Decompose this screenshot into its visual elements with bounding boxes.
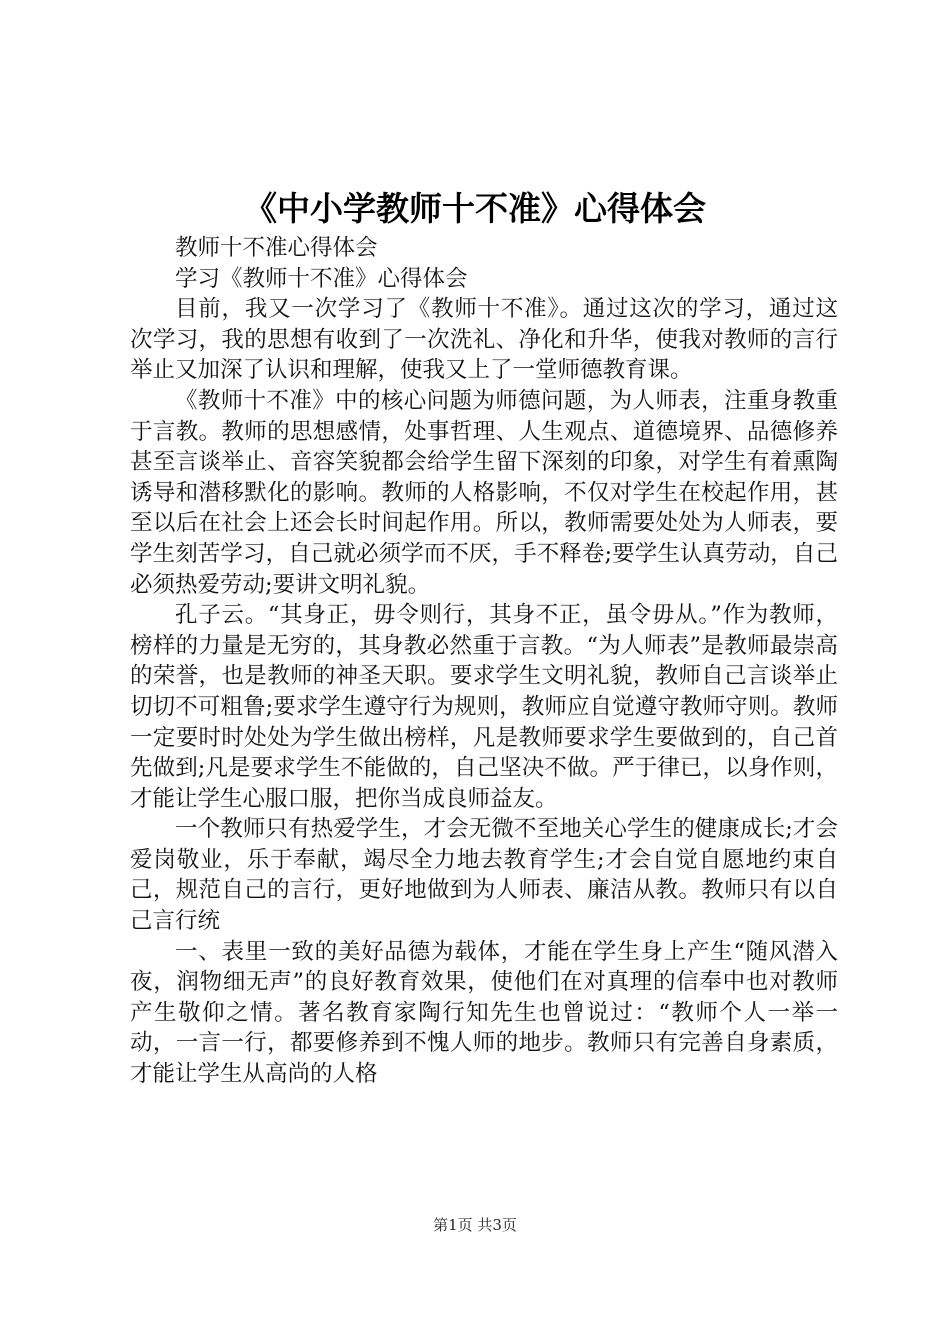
paragraph-subtitle-1: 教师十不准心得体会 (175, 235, 378, 261)
page-footer: 第1页 共3页 (433, 1216, 517, 1234)
paragraph: 孔子云。“其身正，毋令则行，其身不正，虽令毋从。”作为教师，榜样的力量是无穷的，其身教必然重于言教。“为人师表”是教师最崇高的荣誉，也是教师的神圣天职。要求学生文明礼貌，教师自己言谈举止切切不可粗鲁;要求学生遵守行为规则，教师应自觉遵守教师守则。教师一定要时时处处为学生做出榜样，凡是教师要求学生要做到的，自己首先做到;凡是要求学生不能做的，自己坚决不做。严于律已，以身作则，才能让学生心服口服，把你当成良师益友。 (130, 602, 838, 812)
document-title: 《中小学教师十不准》心得体会 (244, 189, 706, 228)
paragraph-subtitle-2: 学习《教师十不准》心得体会 (175, 265, 468, 292)
document-body (130, 233, 838, 1090)
paragraph: 一个教师只有热爱学生，才会无微不至地关心学生的健康成长;才会爱岗敬业，乐于奉献，竭尽全力地去教育学生;才会自觉自愿地约束自己，规范自己的言行，更好地做到为人师表、廉洁从教。教师只有以自己言行统 (130, 816, 838, 935)
paragraph: 一、表里一致的美好品德为载体，才能在学生身上产生“随风潜入夜，润物细无声”的良好教育效果，使他们在对真理的信奉中也对教师产生敬仰之情。著名教育家陶行知先生也曾说过：“教师个人一举一动，一言一行，都要修养到不愧人师的地步。教师只有完善自身素质，才能让学生从高尚的人格 (130, 938, 838, 1088)
paragraph: 目前，我又一次学习了《教师十不准》。通过这次的学习，通过这次学习，我的思想有收到了一次洗礼、净化和升华，使我对教师的言行举止又加深了认识和理解，使我又上了一堂师德教育课。 (130, 296, 838, 384)
paragraph: 《教师十不准》中的核心问题为师德问题，为人师表，注重身教重于言教。教师的思想感情，处事哲理、人生观点、道德境界、品德修养甚至言谈举止、音容笑貌都会给学生留下深刻的印象，对学生有着熏陶诱导和潜移默化的影响。教师的人格影响，不仅对学生在校起作用，甚至以后在社会上还会长时间起作用。所以，教师需要处处为人师表，要学生刻苦学习，自己就必须学而不厌，手不释卷;要学生认真劳动，自己必须热爱劳动;要讲文明礼貌。 (130, 387, 838, 598)
